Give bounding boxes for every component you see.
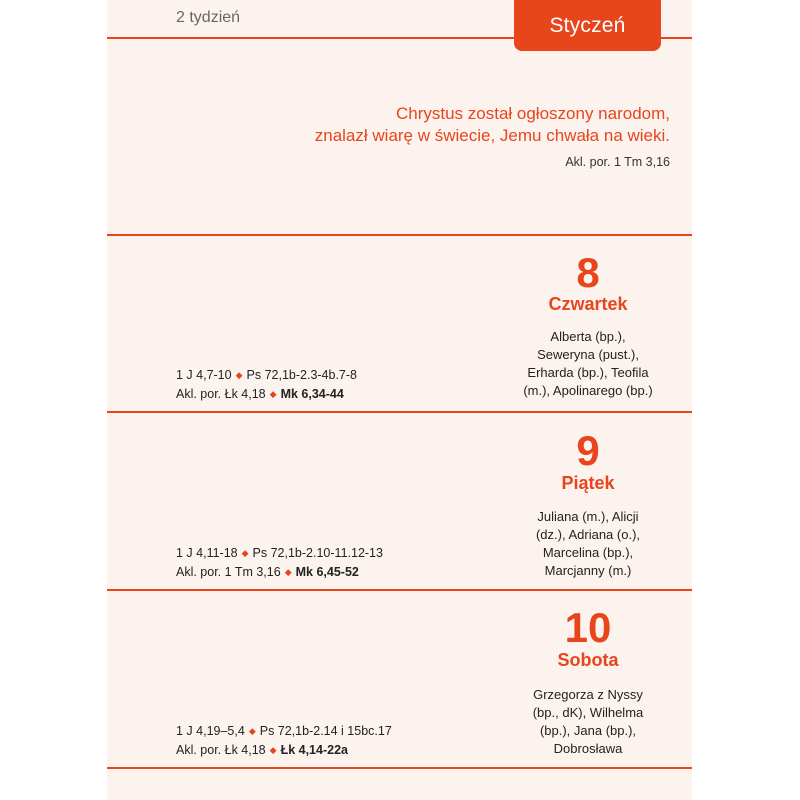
day-number: 8 [576,249,600,296]
first-reading: 1 J 4,19–5,4 [176,724,245,738]
divider [107,411,692,413]
saint-line: Marcjanny (m.) [544,563,632,578]
divider [107,589,692,591]
saints-list [488,328,688,400]
readings [176,722,392,760]
psalm: Ps 72,1b-2.3-4b.7-8 [246,368,358,382]
divider [107,234,692,236]
saint-line: (bp., dK), Wilhelma [532,705,644,720]
psalm: Ps 72,1b-2.14 i 15bc.17 [259,724,392,738]
diamond-icon: ◆ [269,389,277,399]
diamond-icon: ◆ [241,548,249,558]
diamond-icon: ◆ [269,745,277,755]
quote [315,103,670,147]
saint-line: Erharda (bp.), Teofila [527,365,649,380]
quote-line-2: znalazł wiarę w świecie, Jemu chwała na wieki. [314,126,670,145]
psalm: Ps 72,1b-2.10-11.12-13 [252,546,383,560]
saint-line: (m.), Apolinarego (bp.) [523,383,653,398]
saint-line: Marcelina (bp.), [542,545,634,560]
quote-line-1: Chrystus został ogłoszony narodom, [395,104,670,123]
saints-list [488,508,688,580]
gospel: Mk 6,45-52 [295,565,359,579]
saint-line: Dobrosława [553,741,623,756]
saint-line: (dz.), Adriana (o.), [535,527,641,542]
acclamation: Akl. por. Łk 4,18 [176,387,266,401]
day-number: 9 [576,427,600,474]
quote-source: Akl. por. 1 Tm 3,16 [565,155,670,169]
readings [176,366,357,404]
saint-line: Seweryna (pust.), [537,347,639,362]
first-reading: 1 J 4,11-18 [176,546,238,560]
diamond-icon: ◆ [235,370,243,380]
gospel: Łk 4,14-22a [280,743,348,757]
saint-line: Alberta (bp.), [550,329,626,344]
readings [176,544,383,582]
day-number: 10 [564,604,612,651]
header-divider [107,37,692,39]
divider [107,767,692,769]
week-label: 2 tydzień [176,9,241,26]
gospel: Mk 6,34-44 [280,387,344,401]
diamond-icon: ◆ [248,726,256,736]
day-name: Piątek [561,473,615,493]
first-reading: 1 J 4,7-10 [176,368,232,382]
day-name: Sobota [557,650,619,670]
acclamation: Akl. por. Łk 4,18 [176,743,266,757]
month-tab: Styczeń [514,0,661,51]
day-name: Czwartek [548,294,628,314]
diamond-icon: ◆ [284,567,292,577]
saints-list [488,686,688,758]
saint-line: Grzegorza z Nyssy [533,687,643,702]
saint-line: Juliana (m.), Alicji [537,509,639,524]
saint-line: (bp.), Jana (bp.), [539,723,637,738]
acclamation: Akl. por. 1 Tm 3,16 [176,565,281,579]
